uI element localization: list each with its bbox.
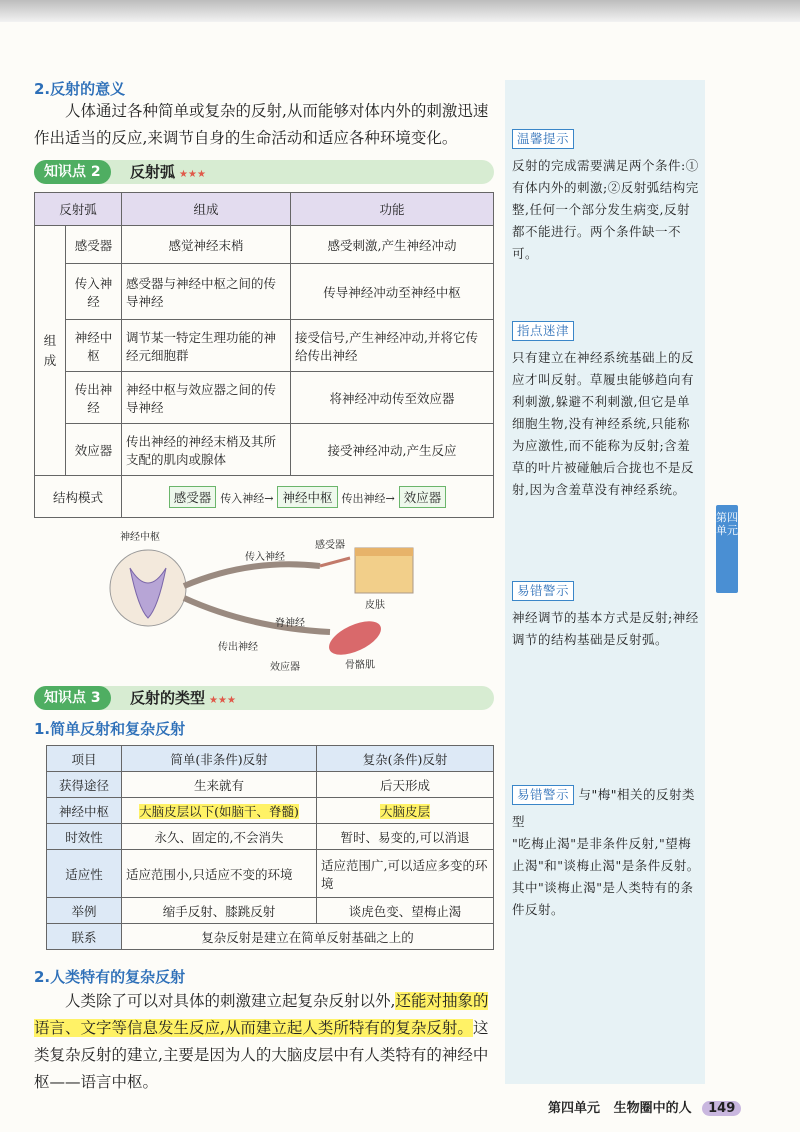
tip-warm-reminder — [512, 128, 702, 265]
t2-header-item: 项目 — [47, 746, 122, 772]
star-rating-icon: ★★★ — [179, 169, 206, 180]
t2-row-complex: 适应范围广,可以适应多变的环境 — [317, 850, 494, 898]
row-name: 神经中枢 — [66, 320, 122, 372]
highlighted-text: 还能对抽象的语言、文字等信息发生反应,从而建立起人类所特有的复杂反射。 — [34, 992, 489, 1037]
page-number: 149 — [702, 1101, 741, 1116]
t2-row-simple: 适应范围小,只适应不变的环境 — [122, 850, 317, 898]
tip-guidance — [512, 320, 702, 501]
diagram-label-receptor: 感受器 — [315, 540, 345, 551]
tip-error-warning-1 — [512, 580, 702, 651]
row-name: 传入神经 — [66, 264, 122, 320]
tip-title: 与"梅"相关的反射类型 — [512, 787, 695, 829]
diagram-label-muscle: 骨骼肌 — [345, 660, 375, 671]
t2-row-complex: 大脑皮层 — [317, 798, 494, 824]
diagram-label-spinal-nerve: 脊神经 — [275, 618, 305, 629]
tip-tag: 指点迷津 — [512, 321, 574, 341]
flow-receptor: 感受器 — [169, 486, 217, 508]
section-2-text: 人体通过各种简单或复杂的反射,从而能够对体内外的刺激迅速作出适当的反应,来调节自身的生命活动和适应各种环境变化。 — [34, 102, 489, 147]
kp3-title: 反射的类型 ★★★ — [130, 689, 236, 707]
tip-tag: 温馨提示 — [512, 129, 574, 149]
row-func: 接受信号,产生神经冲动,并将它传给传出神经 — [291, 320, 494, 372]
tip-error-warning-2 — [512, 784, 702, 921]
t2-row-item: 获得途径 — [47, 772, 122, 798]
subheading-simple-complex: 1.简单反射和复杂反射 — [34, 720, 186, 738]
t2-row-item: 时效性 — [47, 824, 122, 850]
t2-row-simple: 缩手反射、膝跳反射 — [122, 898, 317, 924]
diagram-label-afferent: 传入神经 — [245, 552, 285, 563]
row-name: 效应器 — [66, 424, 122, 476]
t2-row-complex: 后天形成 — [317, 772, 494, 798]
group-label: 组成 — [35, 226, 66, 476]
subheading-human-reflex: 2.人类特有的复杂反射 — [34, 968, 186, 986]
row-comp: 调节某一特定生理功能的神经元细胞群 — [122, 320, 291, 372]
row-comp: 感受器与神经中枢之间的传导神经 — [122, 264, 291, 320]
tip-tag: 易错警示 — [512, 785, 574, 805]
flow-center: 神经中枢 — [277, 486, 337, 508]
kp2-tag: 知识点 2 — [34, 160, 111, 184]
flow-effector: 效应器 — [399, 486, 447, 508]
row-comp: 传出神经的神经末梢及其所支配的肌肉或腺体 — [122, 424, 291, 476]
flow-arrow-2: 传出神经→ — [341, 491, 395, 505]
structure-flow — [122, 476, 494, 518]
tip-text: "吃梅止渴"是非条件反射,"望梅止渴"和"谈梅止渴"是条件反射。其中"谈梅止渴"是人类特有的条件反射。 — [512, 836, 700, 917]
human-reflex-text: 人类除了可以对具体的刺激建立起复杂反射以外,还能对抽象的语言、文字等信息发生反应,从而建立起人类所特有的复杂反射。这类复杂反射的建立,主要是因为人的大脑皮层中有人类特有的神经中枢——语言中枢。 — [34, 992, 489, 1091]
row-func: 将神经冲动传至效应器 — [291, 372, 494, 424]
tip-text: 只有建立在神经系统基础上的反应才叫反射。草履虫能够趋向有利刺激,躲避不利刺激,但它是单细胞生物,没有神经系统,只能称为应激性,而不能称为反射;含羞草的叶片被碰触后合拢也不是反射,因为含羞草没有神经系统。 — [512, 350, 695, 497]
diagram-label-efferent: 传出神经 — [218, 642, 258, 653]
t2-row-item: 适应性 — [47, 850, 122, 898]
diagram-label-effector: 效应器 — [270, 662, 300, 673]
reflex-arc-table — [34, 192, 494, 518]
unit-tab: 第四单元 — [716, 505, 738, 593]
row-func: 传导神经冲动至神经中枢 — [291, 264, 494, 320]
t2-row-item: 联系 — [47, 924, 122, 950]
footer-title: 生物圈中的人 — [613, 1101, 692, 1116]
knowledge-point-3-bar — [34, 686, 494, 710]
tip-text: 反射的完成需要满足两个条件:①有体内外的刺激;②反射弧结构完整,任何一个部分发生病变,反射都不能进行。两个条件缺一不可。 — [512, 158, 699, 261]
star-rating-icon: ★★★ — [209, 695, 236, 706]
flow-arrow-1: 传入神经→ — [220, 491, 274, 505]
t2-row-simple: 生来就有 — [122, 772, 317, 798]
t2-row-complex: 谈虎色变、望梅止渴 — [317, 898, 494, 924]
header-composition: 组成 — [122, 193, 291, 226]
row-func: 感受刺激,产生神经冲动 — [291, 226, 494, 264]
t2-relation-text: 复杂反射是建立在简单反射基础之上的 — [122, 924, 494, 950]
row-name: 传出神经 — [66, 372, 122, 424]
reflex-types-table — [46, 745, 494, 950]
kp3-tag: 知识点 3 — [34, 686, 111, 710]
row-func: 接受神经冲动,产生反应 — [291, 424, 494, 476]
reflex-arc-diagram — [100, 528, 420, 678]
header-reflex-arc: 反射弧 — [35, 193, 122, 226]
header-function: 功能 — [291, 193, 494, 226]
row-comp: 神经中枢与效应器之间的传导神经 — [122, 372, 291, 424]
diagram-label-center: 神经中枢 — [120, 532, 160, 543]
t2-row-item: 举例 — [47, 898, 122, 924]
t2-row-simple: 大脑皮层以下(如脑干、脊髓) — [122, 798, 317, 824]
row-comp: 感觉神经末梢 — [122, 226, 291, 264]
t2-row-item: 神经中枢 — [47, 798, 122, 824]
tip-text: 神经调节的基本方式是反射;神经调节的结构基础是反射弧。 — [512, 610, 699, 647]
structure-mode-label: 结构模式 — [35, 476, 122, 518]
t2-header-simple: 简单(非条件)反射 — [122, 746, 317, 772]
page-footer — [548, 1097, 741, 1116]
row-name: 感受器 — [66, 226, 122, 264]
tip-tag: 易错警示 — [512, 581, 574, 601]
t2-row-simple: 永久、固定的,不会消失 — [122, 824, 317, 850]
kp2-title: 反射弧 ★★★ — [130, 163, 206, 181]
section-2-heading: 2.反射的意义 — [34, 80, 126, 98]
t2-row-complex: 暂时、易变的,可以消退 — [317, 824, 494, 850]
footer-unit: 第四单元 — [548, 1101, 601, 1116]
diagram-label-skin: 皮肤 — [365, 600, 385, 611]
t2-header-complex: 复杂(条件)反射 — [317, 746, 494, 772]
knowledge-point-2-bar — [34, 160, 494, 184]
page-top-shadow — [0, 0, 800, 22]
